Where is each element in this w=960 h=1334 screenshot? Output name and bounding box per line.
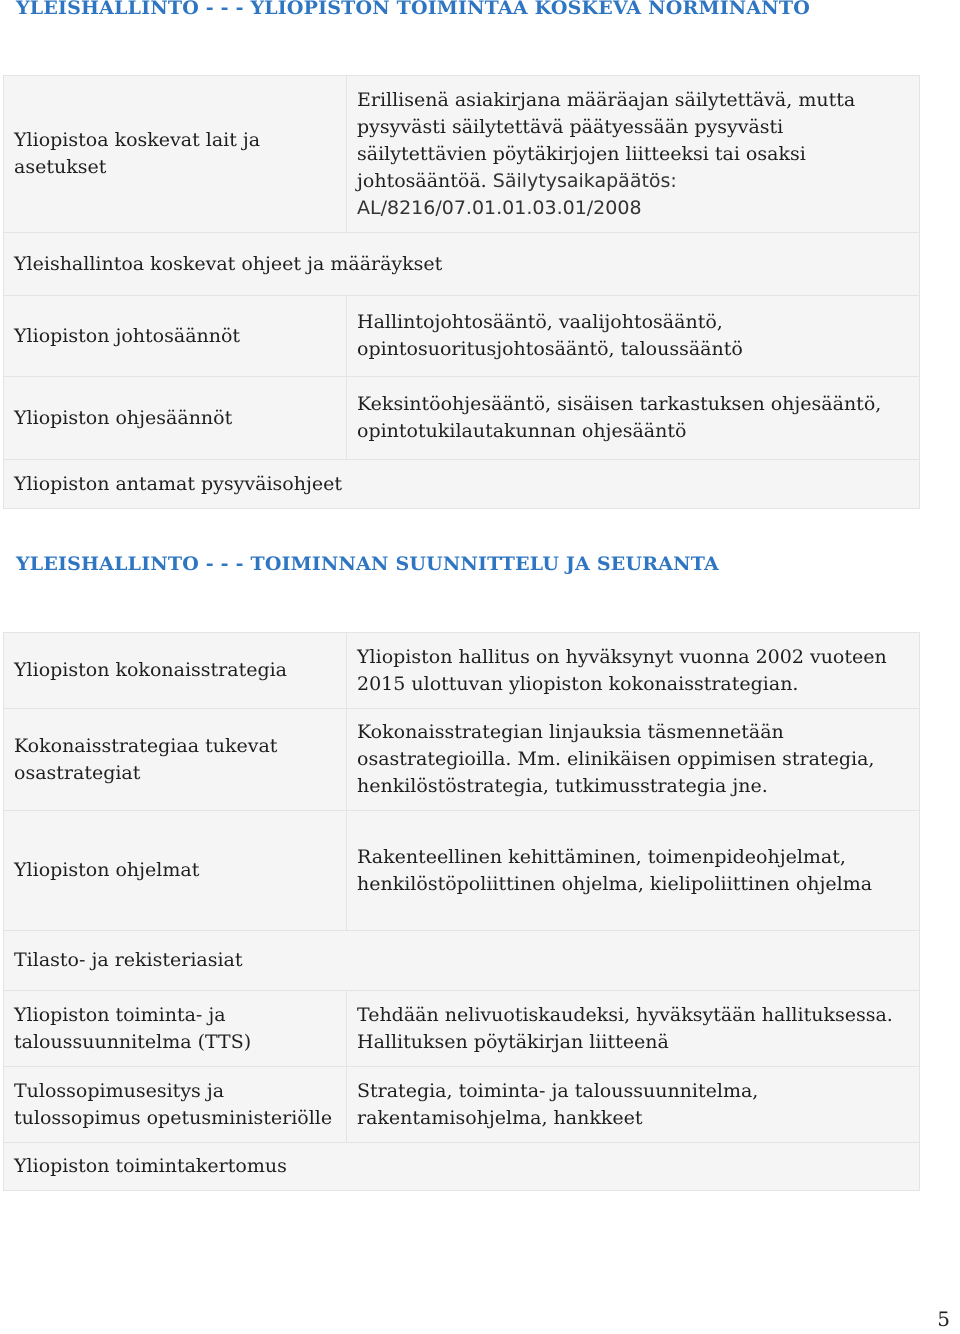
table-row [4,76,920,233]
table-row [4,377,920,460]
table-row [4,296,920,377]
row-label: Yliopiston johtosäännöt [4,296,347,377]
row-description: Strategia, toiminta- ja taloussuunnitelma, rakentamisohjelma, hankkeet [347,1067,920,1143]
group-label: Yliopiston toimintakertomus [4,1143,920,1191]
row-label: Tulossopimusesitys ja tulossopimus opetusministeriölle [4,1067,347,1143]
norminanto-table [3,75,920,509]
table-row [4,709,920,811]
table-row [4,931,920,991]
retention-decision: Säilytysaikapäätös: AL/8216/07.01.01.03.01/2008 [357,169,677,219]
row-label: Yliopiston toiminta- ja taloussuunnitelma (TTS) [4,991,347,1067]
row-label: Kokonaisstrategiaa tukevat osastrategiat [4,709,347,811]
table-row [4,460,920,509]
row-label: Yliopiston ohjelmat [4,811,347,931]
group-label: Tilasto- ja rekisteriasiat [4,931,920,991]
table-row [4,811,920,931]
group-label: Yleishallintoa koskevat ohjeet ja määräykset [4,233,920,296]
table-row [4,1143,920,1191]
row-description: Kokonaisstrategian linjauksia täsmennetään osastrategioilla. Mm. elinikäisen oppimisen strategia, henkilöstöstrategia, tutkimusstrategia jne. [347,709,920,811]
row-label: Yliopiston ohjesäännöt [4,377,347,460]
table-row [4,991,920,1067]
row-label: Yliopiston kokonaisstrategia [4,633,347,709]
page-number: 5 [937,1307,950,1331]
row-description: Tehdään nelivuotiskaudeksi, hyväksytään hallituksessa. Hallituksen pöytäkirjan liitteenä [347,991,920,1067]
row-description [347,76,920,233]
section-heading-suunnittelu: YLEISHALLINTO - - - TOIMINNAN SUUNNITTELU JA SEURANTA [16,553,719,575]
row-description: Rakenteellinen kehittäminen, toimenpideohjelmat, henkilöstöpoliittinen ohjelma, kielipoliittinen ohjelma [347,811,920,931]
suunnittelu-table [3,632,920,1191]
row-description: Hallintojohtosääntö, vaalijohtosääntö, opintosuoritusjohtosääntö, taloussääntö [347,296,920,377]
row-description: Keksintöohjesääntö, sisäisen tarkastuksen ohjesääntö, opintotukilautakunnan ohjesääntö [347,377,920,460]
table-row [4,1067,920,1143]
table-row [4,233,920,296]
row-label: Yliopistoa koskevat lait ja asetukset [4,76,347,233]
row-description-text: Erillisenä asiakirjana määräajan säilytettävä, mutta pysyvästi säilytettävä päätyessään pysyvästi säilytettävien pöytäkirjojen liitteeksi tai osaksi johtosääntöä. [357,88,856,192]
group-label: Yliopiston antamat pysyväisohjeet [4,460,920,509]
section-heading-normit: YLEISHALLINTO - - - YLIOPISTON TOIMINTAA KOSKEVA NORMINANTO [16,0,810,19]
table-row [4,633,920,709]
row-description: Yliopiston hallitus on hyväksynyt vuonna 2002 vuoteen 2015 ulottuvan yliopiston kokonaisstrategian. [347,633,920,709]
